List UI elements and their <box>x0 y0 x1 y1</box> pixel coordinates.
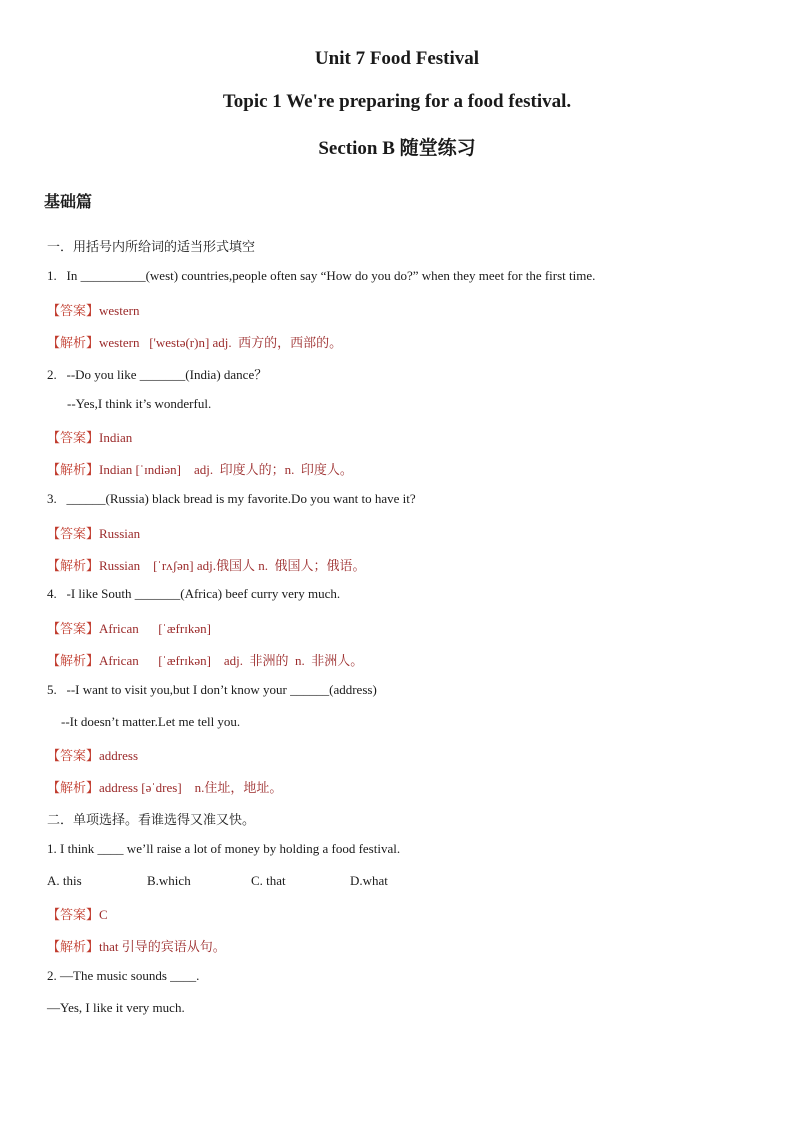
q3-text: 3. ______(Russia) black bread is my favorite.Do you want to have it? <box>47 491 416 506</box>
explanation-text: address [əˈdres] n.住址，地址。 <box>99 780 283 795</box>
part2-heading: 二．单项选择。看谁选得又准又快。 <box>47 813 256 828</box>
q2-text: 2. --Do you like _______(India) dance？ <box>47 367 268 382</box>
q3-answer <box>47 523 140 542</box>
q3-explanation <box>47 555 365 574</box>
answer-label: 【答案】 <box>47 527 100 542</box>
mc-q1-explanation <box>47 936 226 955</box>
answer-label: 【答案】 <box>47 749 100 764</box>
unit-title: Unit 7 Food Festival <box>314 48 480 69</box>
q2-answer <box>47 427 132 446</box>
option-c: C. that <box>251 873 286 888</box>
answer-label: 【答案】 <box>47 908 100 923</box>
mc-q2-text: 2. —The music sounds ____. <box>47 968 200 983</box>
q1-explanation <box>47 332 342 351</box>
q4-text: 4. -I like South _______(Africa) beef curry very much. <box>47 586 341 601</box>
q5-text: 5. --I want to visit you,but I don’t know your ______(address) <box>47 682 377 697</box>
option-d: D.what <box>350 873 388 888</box>
q2-explanation <box>47 459 353 478</box>
q5-answer <box>47 745 138 764</box>
explanation-label: 【解析】 <box>47 654 100 669</box>
explanation-label: 【解析】 <box>47 559 100 574</box>
level-heading: 基础篇 <box>44 192 93 211</box>
explanation-label: 【解析】 <box>47 940 100 955</box>
answer-value: Indian <box>99 430 133 445</box>
answer-label: 【答案】 <box>47 304 100 319</box>
mc-q2-response: —Yes, I like it very much. <box>47 1000 185 1015</box>
mc-q1-answer <box>47 904 108 923</box>
option-a: A. this <box>47 873 82 888</box>
answer-value: western <box>99 303 140 318</box>
explanation-label: 【解析】 <box>47 463 100 478</box>
q5-explanation <box>47 777 282 796</box>
answer-value: C <box>99 907 108 922</box>
q1-answer <box>47 300 139 319</box>
answer-label: 【答案】 <box>47 622 100 637</box>
explanation-text: western ['westə(r)n] adj. 西方的，西部的。 <box>99 335 343 350</box>
topic-title: Topic 1 We're preparing for a food festival. <box>222 91 572 112</box>
q2-response: --Yes,I think it’s wonderful. <box>67 396 212 411</box>
explanation-text: that 引导的宾语从句。 <box>99 939 226 954</box>
explanation-text: Indian [ˈɪndiən] adj. 印度人的；n. 印度人。 <box>99 462 353 477</box>
q5-response: --It doesn’t matter.Let me tell you. <box>61 714 241 729</box>
section-title: Section B 随堂练习 <box>318 138 476 159</box>
explanation-text: Russian [ˈrʌʃən] adj.俄国人 n. 俄国人；俄语。 <box>99 558 366 573</box>
mc-q1-text: 1. I think ____ we’ll raise a lot of money by holding a food festival. <box>47 841 401 856</box>
answer-value: African [ˈæfrɪkən] <box>99 621 211 636</box>
q1-text: 1. In __________(west) countries,people often say “How do you do?” when they meet for the first time. <box>47 268 596 283</box>
answer-value: address <box>99 748 139 763</box>
q4-answer <box>47 618 211 637</box>
q4-explanation <box>47 650 363 669</box>
answer-value: Russian <box>99 526 141 541</box>
part1-heading: 一．用括号内所给词的适当形式填空 <box>47 240 256 255</box>
explanation-text: African [ˈæfrɪkən] adj. 非洲的 n. 非洲人。 <box>99 653 364 668</box>
explanation-label: 【解析】 <box>47 336 100 351</box>
explanation-label: 【解析】 <box>47 781 100 796</box>
option-b: B.which <box>147 873 191 888</box>
answer-label: 【答案】 <box>47 431 100 446</box>
